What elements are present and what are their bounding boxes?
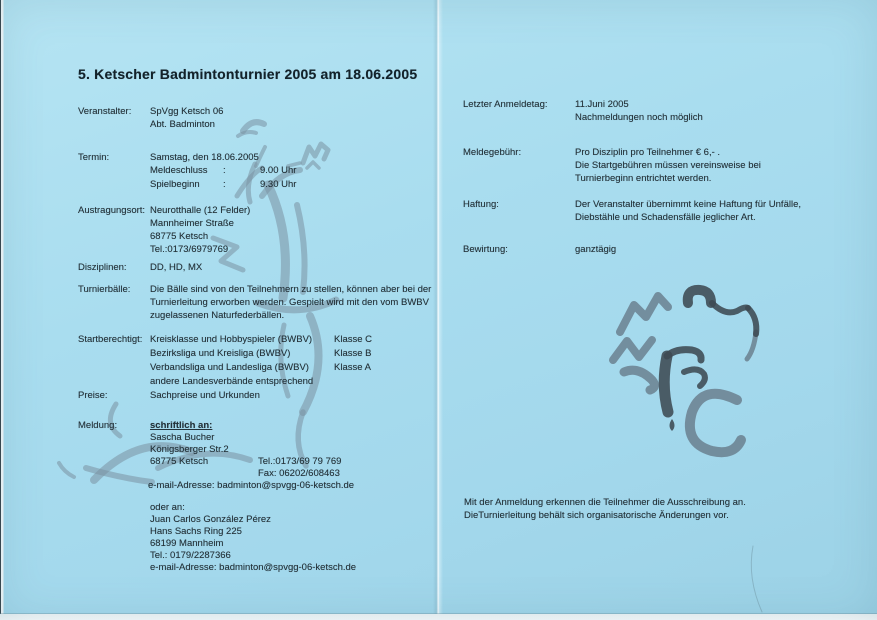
austragungsort-line3: 68775 Ketsch [150, 231, 209, 242]
meldung-oder: oder an: [150, 502, 185, 513]
turnierbaelle-line3: zugelassenen Naturfederbällen. [150, 310, 285, 321]
termin-date: Samstag, den 18.06.2005 [150, 152, 259, 163]
meldegebuehr-line3: Turnierbeginn entrichtet werden. [575, 173, 712, 184]
bewirtung-label: Bewirtung: [463, 244, 508, 255]
klasse-b: Klasse B [334, 348, 372, 359]
contact1-city: 68775 Ketsch [150, 456, 209, 467]
meldung-label: Meldung: [78, 420, 118, 431]
meldeschluss-colon: : [223, 165, 226, 176]
contact1-email: e-mail-Adresse: badminton@spvgg-06-ketsch.de [148, 480, 355, 491]
klasse-a: Klasse A [334, 362, 371, 373]
contact2-street: Hans Sachs Ring 225 [150, 526, 242, 537]
turnierbaelle-line1: Die Bälle sind von den Teilnehmern zu stellen, können aber bei der [150, 284, 432, 295]
haftung-line2: Diebstähle und Schadensfälle jeglicher Art. [575, 212, 756, 223]
startberechtigt-row1: Kreisklasse und Hobbyspieler (BWBV) [150, 334, 313, 345]
turnierbaelle-label: Turnierbälle: [78, 284, 131, 295]
contact2-city: 68199 Mannheim [150, 538, 224, 549]
footer-line1: Mit der Anmeldung erkennen die Teilnehmer die Ausschreibung an. [464, 497, 746, 508]
veranstalter-line2: Abt. Badminton [150, 119, 215, 130]
contact1-fax: Fax: 06202/608463 [258, 468, 340, 479]
meldeschluss-time: 9.00 Uhr [260, 165, 297, 176]
meldung-heading: schriftlich an: [150, 420, 213, 431]
startberechtigt-row2: Bezirksliga und Kreisliga (BWBV) [150, 348, 291, 359]
termin-label: Termin: [78, 152, 110, 163]
document-title: 5. Ketscher Badmintonturnier 2005 am 18.06.2005 [78, 66, 418, 82]
disziplinen-value: DD, HD, MX [150, 262, 203, 273]
contact1-street: Königsberger Str.2 [150, 444, 229, 455]
austragungsort-label: Austragungsort: [78, 205, 146, 216]
disziplinen-label: Disziplinen: [78, 262, 127, 273]
contact2-name: Juan Carlos González Pérez [150, 514, 271, 525]
startberechtigt-label: Startberechtigt: [78, 334, 143, 345]
scan-edge-left [0, 0, 4, 620]
spielbeginn-label: Spielbeginn [150, 179, 200, 190]
contact2-email: e-mail-Adresse: badminton@spvgg-06-ketsch.de [150, 562, 357, 573]
bewirtung-value: ganztägig [575, 244, 617, 255]
spielbeginn-colon: : [223, 179, 226, 190]
preise-value: Sachpreise und Urkunden [150, 390, 260, 401]
anmeldetag-line1: 11.Juni 2005 [575, 99, 629, 110]
anmeldetag-line2: Nachmeldungen noch möglich [575, 112, 703, 123]
center-fold-crease [433, 0, 443, 620]
haftung-label: Haftung: [463, 199, 499, 210]
meldeschluss-label: Meldeschluss [150, 165, 208, 176]
contact1-tel: Tel.:0173/69 79 769 [258, 456, 342, 467]
preise-label: Preise: [78, 390, 108, 401]
meldegebuehr-label: Meldegebühr: [463, 147, 522, 158]
anmeldetag-label: Letzter Anmeldetag: [463, 99, 548, 110]
austragungsort-line2: Mannheimer Straße [150, 218, 234, 229]
austragungsort-line4: Tel.:0173/6979769 [150, 244, 229, 255]
footer-line2: DieTurnierleitung behält sich organisatorische Änderungen vor. [464, 510, 729, 521]
contact2-tel: Tel.: 0179/2287366 [150, 550, 231, 561]
startberechtigt-row4: andere Landesverbände entsprechend [150, 376, 314, 387]
startberechtigt-row3: Verbandsliga und Landesliga (BWBV) [150, 362, 309, 373]
meldegebuehr-line1: Pro Disziplin pro Teilnehmer € 6,- . [575, 147, 721, 158]
scan-edge-bottom [0, 613, 877, 620]
veranstalter-label: Veranstalter: [78, 106, 132, 117]
contact1-name: Sascha Bucher [150, 432, 215, 443]
haftung-line1: Der Veranstalter übernimmt keine Haftung für Unfälle, [575, 199, 801, 210]
austragungsort-line1: Neurotthalle (12 Felder) [150, 205, 251, 216]
spielbeginn-time: 9.30 Uhr [260, 179, 297, 190]
klasse-c: Klasse C [334, 334, 373, 345]
meldegebuehr-line2: Die Startgebühren müssen vereinsweise bei [575, 160, 761, 171]
turnierbaelle-line2: Turnierleitung erworben werden. Gespielt wird mit den vom BWBV [150, 297, 429, 308]
veranstalter-line1: SpVgg Ketsch 06 [150, 106, 224, 117]
